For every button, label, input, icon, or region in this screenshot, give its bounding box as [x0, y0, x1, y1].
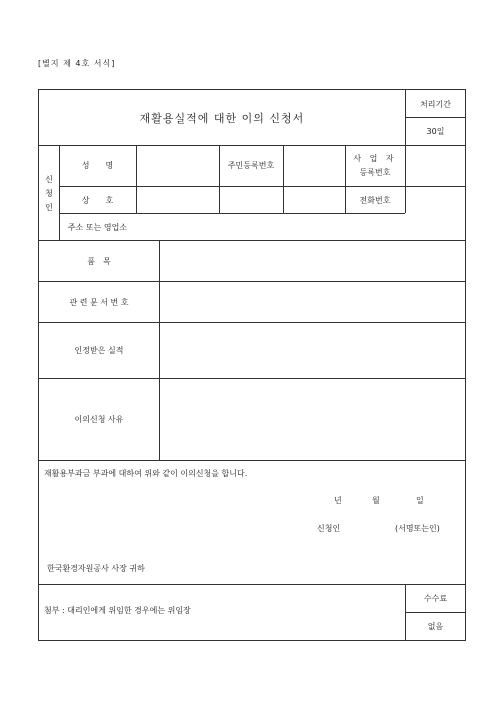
- phone-label: 전화번호: [359, 196, 391, 205]
- name-label: 성 명: [81, 161, 114, 170]
- business-registration-label-2: 등록번호: [359, 168, 391, 177]
- application-form: [38, 89, 466, 641]
- recognized-performance-label: 인정받은 실적: [74, 346, 124, 355]
- fee-label: 수수료: [423, 594, 448, 603]
- attachment-note: 첨부 : 대리인에게 위임한 경우에는 위임장: [44, 606, 191, 615]
- fee-value: 없음: [427, 622, 444, 631]
- resident-number-label: 주민등록번호: [227, 161, 275, 170]
- date-year: 년: [334, 496, 342, 505]
- date-day: 일: [416, 496, 424, 505]
- objection-reason-label: 이의신청 사유: [74, 415, 124, 424]
- form-title: 재활용실적에 대한 이의 신청서: [139, 112, 305, 125]
- trade-name-label: 상 호: [81, 196, 114, 205]
- signature-note: (서명또는인): [395, 524, 440, 533]
- signer-label: 신청인: [317, 524, 341, 533]
- address-label: 주소 또는 영업소: [67, 223, 128, 232]
- recipient-text: 한국환경자원공사 사장 귀하: [47, 564, 145, 573]
- processing-period-label: 처리기간: [420, 100, 451, 109]
- statement-text: 재활용부과금 부과에 대하여 위와 같이 이의신청을 합니다.: [44, 469, 248, 478]
- form-number: [별지 제 4호 서식]: [38, 59, 116, 68]
- processing-period-value: 30일: [426, 127, 445, 136]
- related-document-number-label: 관 련 문 서 번 호: [69, 298, 129, 307]
- date-month: 월: [372, 496, 380, 505]
- business-registration-label-1: 사 업 자: [353, 154, 397, 163]
- applicant-section-label-2: 청: [45, 189, 53, 198]
- item-label: 품 목: [87, 257, 111, 266]
- applicant-section-label-1: 신: [45, 175, 53, 184]
- applicant-section-label-3: 인: [45, 203, 53, 212]
